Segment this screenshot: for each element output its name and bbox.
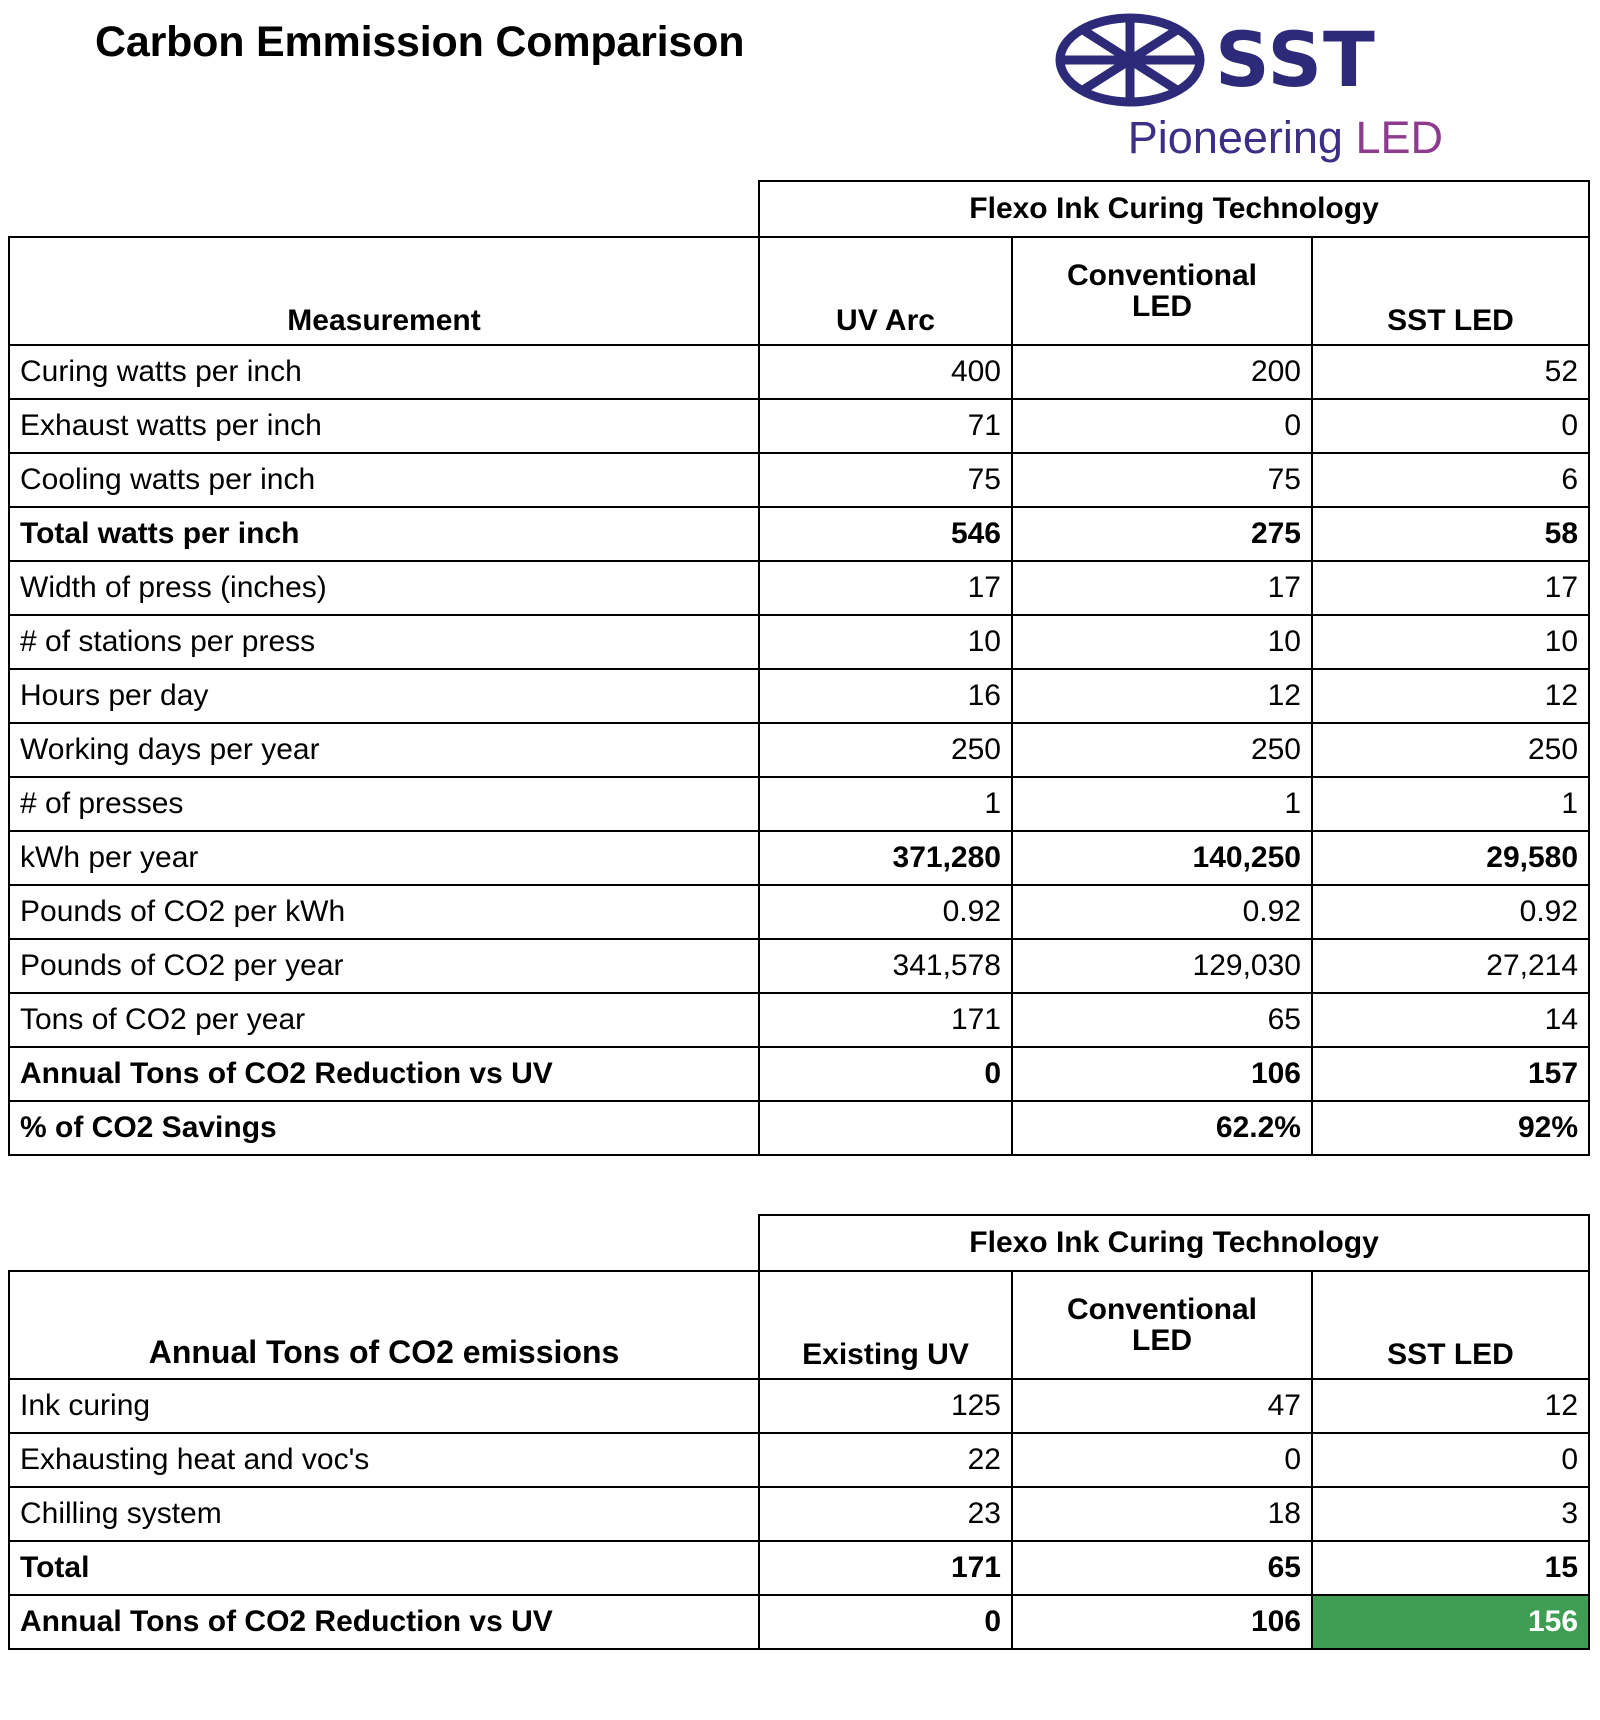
- cell-uv-arc: 1: [759, 777, 1012, 831]
- cell-conventional-led: 0.92: [1012, 885, 1312, 939]
- cell-sst-led: 3: [1312, 1487, 1589, 1541]
- document-header: [0, 0, 1600, 180]
- cell-uv-arc: 250: [759, 723, 1012, 777]
- row-label: Pounds of CO2 per year: [9, 939, 759, 993]
- cell-conventional-led: 62.2%: [1012, 1101, 1312, 1155]
- table-gap-divider: [0, 1156, 1600, 1214]
- table-row: [9, 1047, 1589, 1101]
- table-row: [9, 1433, 1589, 1487]
- cell-conventional-led: 275: [1012, 507, 1312, 561]
- column-header-sst-led: SST LED: [1312, 1271, 1589, 1379]
- table-row: [9, 831, 1589, 885]
- table-row: [9, 885, 1589, 939]
- row-label: Curing watts per inch: [9, 345, 759, 399]
- row-label: Cooling watts per inch: [9, 453, 759, 507]
- column-header-line2: LED: [1132, 1324, 1192, 1357]
- row-label: # of presses: [9, 777, 759, 831]
- cell-existing-uv: 0: [759, 1595, 1012, 1649]
- table-row: [9, 723, 1589, 777]
- table-column-header-row: [9, 1271, 1589, 1379]
- row-label: Tons of CO2 per year: [9, 993, 759, 1047]
- row-label: Hours per day: [9, 669, 759, 723]
- table-row: [9, 669, 1589, 723]
- cell-uv-arc: 0: [759, 1047, 1012, 1101]
- cell-sst-led: 14: [1312, 993, 1589, 1047]
- carbon-emission-table-1: [8, 180, 1590, 1156]
- cell-sst-led: 17: [1312, 561, 1589, 615]
- column-header-annual-tons: Annual Tons of CO2 emissions: [9, 1271, 759, 1379]
- column-header-sst-led: SST LED: [1312, 237, 1589, 345]
- column-header-line2: LED: [1132, 290, 1192, 323]
- table-row: [9, 561, 1589, 615]
- table-row: [9, 453, 1589, 507]
- cell-sst-led: 58: [1312, 507, 1589, 561]
- cell-sst-led: 0: [1312, 399, 1589, 453]
- cell-sst-led: 29,580: [1312, 831, 1589, 885]
- cell-sst-led: 52: [1312, 345, 1589, 399]
- row-label: Pounds of CO2 per kWh: [9, 885, 759, 939]
- cell-conventional-led: 18: [1012, 1487, 1312, 1541]
- table-row: [9, 345, 1589, 399]
- row-label: kWh per year: [9, 831, 759, 885]
- table-row: [9, 399, 1589, 453]
- column-header-line1: Conventional: [1066, 258, 1257, 292]
- cell-conventional-led: 75: [1012, 453, 1312, 507]
- row-label: Annual Tons of CO2 Reduction vs UV: [9, 1047, 759, 1101]
- group-header-flexo: Flexo Ink Curing Technology: [759, 181, 1589, 237]
- cell-conventional-led: 106: [1012, 1595, 1312, 1649]
- row-label: Width of press (inches): [9, 561, 759, 615]
- empty-corner-cell: [9, 1215, 759, 1271]
- cell-conventional-led: 250: [1012, 723, 1312, 777]
- column-header-existing-uv: Existing UV: [759, 1271, 1012, 1379]
- row-label: Exhausting heat and voc's: [9, 1433, 759, 1487]
- column-header-uv-arc: UV Arc: [759, 237, 1012, 345]
- cell-conventional-led: 106: [1012, 1047, 1312, 1101]
- table-row: [9, 1379, 1589, 1433]
- cell-uv-arc: 341,578: [759, 939, 1012, 993]
- cell-sst-led: 250: [1312, 723, 1589, 777]
- row-label: # of stations per press: [9, 615, 759, 669]
- column-header-measurement: Measurement: [9, 237, 759, 345]
- logo-tagline-led: LED: [1355, 112, 1443, 163]
- cell-conventional-led: 65: [1012, 993, 1312, 1047]
- table-row: [9, 615, 1589, 669]
- column-header-conventional-led: [1012, 237, 1312, 345]
- group-header-flexo: Flexo Ink Curing Technology: [759, 1215, 1589, 1271]
- sst-wheel-logo-icon: [1055, 12, 1205, 108]
- cell-conventional-led: 10: [1012, 615, 1312, 669]
- table-row: [9, 993, 1589, 1047]
- cell-existing-uv: 22: [759, 1433, 1012, 1487]
- logo-brand-text: SST: [1215, 14, 1376, 104]
- logo-primary-row: [1055, 10, 1445, 110]
- logo-tagline: [1055, 112, 1445, 164]
- cell-uv-arc: [759, 1101, 1012, 1155]
- cell-conventional-led: 17: [1012, 561, 1312, 615]
- cell-conventional-led: 200: [1012, 345, 1312, 399]
- row-label: Chilling system: [9, 1487, 759, 1541]
- cell-uv-arc: 16: [759, 669, 1012, 723]
- cell-conventional-led: 0: [1012, 399, 1312, 453]
- cell-sst-led: 92%: [1312, 1101, 1589, 1155]
- cell-uv-arc: 400: [759, 345, 1012, 399]
- row-label: % of CO2 Savings: [9, 1101, 759, 1155]
- cell-sst-led-highlighted: 156: [1312, 1595, 1589, 1649]
- cell-uv-arc: 0.92: [759, 885, 1012, 939]
- cell-existing-uv: 23: [759, 1487, 1012, 1541]
- cell-sst-led: 6: [1312, 453, 1589, 507]
- cell-sst-led: 1: [1312, 777, 1589, 831]
- column-header-conventional-led: [1012, 1271, 1312, 1379]
- cell-sst-led: 0: [1312, 1433, 1589, 1487]
- table-row: [9, 1541, 1589, 1595]
- cell-existing-uv: 125: [759, 1379, 1012, 1433]
- row-label: Total: [9, 1541, 759, 1595]
- table-group-header-row: [9, 1215, 1589, 1271]
- table-row: [9, 1487, 1589, 1541]
- carbon-emission-table-2: [8, 1214, 1590, 1650]
- table-group-header-row: [9, 181, 1589, 237]
- cell-uv-arc: 10: [759, 615, 1012, 669]
- cell-conventional-led: 0: [1012, 1433, 1312, 1487]
- cell-conventional-led: 12: [1012, 669, 1312, 723]
- cell-conventional-led: 140,250: [1012, 831, 1312, 885]
- row-label: Working days per year: [9, 723, 759, 777]
- cell-conventional-led: 1: [1012, 777, 1312, 831]
- cell-uv-arc: 17: [759, 561, 1012, 615]
- table-row: [9, 1595, 1589, 1649]
- cell-conventional-led: 47: [1012, 1379, 1312, 1433]
- cell-uv-arc: 75: [759, 453, 1012, 507]
- cell-sst-led: 12: [1312, 669, 1589, 723]
- cell-uv-arc: 71: [759, 399, 1012, 453]
- table-row: [9, 507, 1589, 561]
- cell-sst-led: 27,214: [1312, 939, 1589, 993]
- cell-uv-arc: 546: [759, 507, 1012, 561]
- table-row: [9, 1101, 1589, 1155]
- table-row: [9, 939, 1589, 993]
- logo-tagline-pioneering: Pioneering: [1127, 112, 1356, 163]
- cell-sst-led: 0.92: [1312, 885, 1589, 939]
- empty-corner-cell: [9, 181, 759, 237]
- cell-uv-arc: 171: [759, 993, 1012, 1047]
- table-row: [9, 777, 1589, 831]
- cell-conventional-led: 65: [1012, 1541, 1312, 1595]
- cell-sst-led: 157: [1312, 1047, 1589, 1101]
- cell-sst-led: 15: [1312, 1541, 1589, 1595]
- cell-uv-arc: 371,280: [759, 831, 1012, 885]
- column-header-line1: Conventional: [1066, 1292, 1257, 1326]
- row-label: Annual Tons of CO2 Reduction vs UV: [9, 1595, 759, 1649]
- row-label: Total watts per inch: [9, 507, 759, 561]
- page-title: Carbon Emmission Comparison: [95, 18, 745, 66]
- company-logo: [1055, 10, 1445, 165]
- cell-sst-led: 12: [1312, 1379, 1589, 1433]
- table-column-header-row: [9, 237, 1589, 345]
- row-label: Exhaust watts per inch: [9, 399, 759, 453]
- cell-existing-uv: 171: [759, 1541, 1012, 1595]
- cell-sst-led: 10: [1312, 615, 1589, 669]
- cell-conventional-led: 129,030: [1012, 939, 1312, 993]
- row-label: Ink curing: [9, 1379, 759, 1433]
